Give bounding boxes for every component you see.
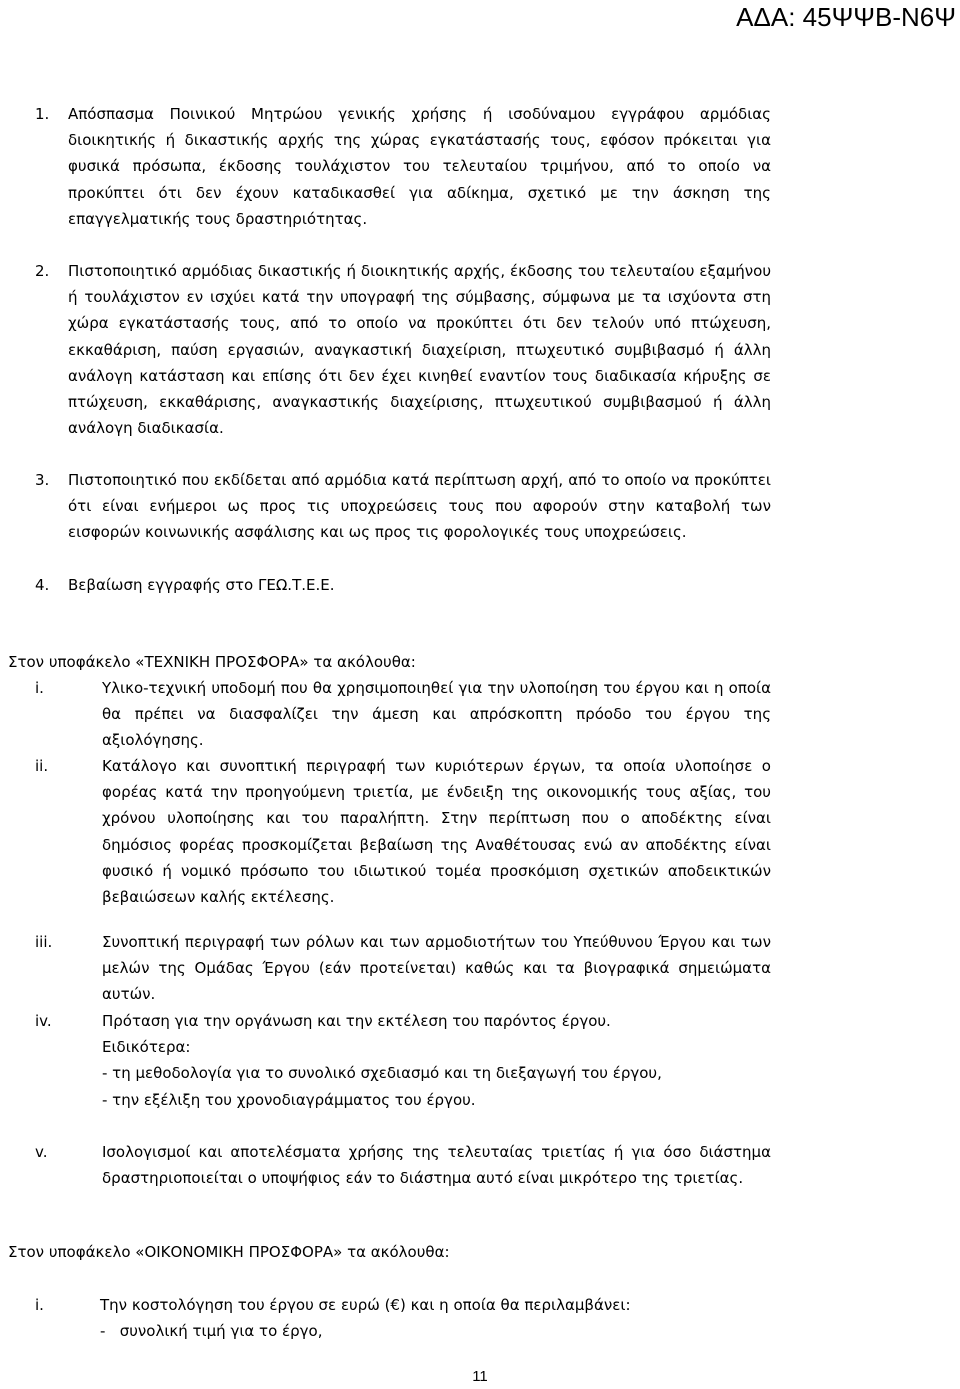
item-text: Την κοστολόγηση του έργου σε ευρώ (€) και η οποία θα περιλαμβάνει: <box>100 1296 631 1314</box>
item-sub-point: - συνολική τιμή για το έργο, <box>100 1322 323 1341</box>
item-text: Πρόταση για την οργάνωση και την εκτέλεση του παρόντος έργου. <box>102 1012 611 1030</box>
item-marker: v. <box>35 1143 48 1161</box>
item-marker: iii. <box>35 933 53 951</box>
item-text: Υλικο-τεχνική υποδομή που θα χρησιμοποιηθεί για την υλοποίηση του έργου και η οποία θα πρέπει να διασφαλίζει την άμεση και απρόσκοπτη πρόοδο του έργου της αξιολόγησης. <box>102 679 771 750</box>
page-number: 11 <box>472 1368 488 1385</box>
item-text: Πιστοποιητικό αρμόδιας δικαστικής ή διοικητικής αρχής, έκδοσης του τελευταίου εξαμήνου ή τουλάχιστον εν ισχύει κατά την υπογραφή της σύμβασης, σύμφωνα με τα ισχύοντα στη χώρα εγκατάστασής τους, από το οποίο να προκύπτει ότι δεν τελούν υπό πτώχευση, εκκαθάριση, παύση εργασιών, αναγκαστική διαχείριση, πτωχευτικό συμβιβασμό ή άλλη ανάλογη κατάσταση και επίσης ότι δεν έχει κινηθεί εναντίον τους διαδικασία κήρυξης σε πτώχευση, εκκαθάρισης, αναγκαστικής διαχείρισης, πτωχευτικού συμβιβασμού ή άλλη ανάλογη διαδικασία. <box>68 262 771 438</box>
item-sub-point: - την εξέλιξη του χρονοδιαγράμματος του έργου. <box>102 1090 476 1109</box>
item-sub-heading: Ειδικότερα: <box>102 1038 191 1057</box>
item-text: Απόσπασμα Ποινικού Μητρώου γενικής χρήσης ή ισοδύναμου εγγράφου αρμόδιας διοικητικής ή δικαστικής αρχής της χώρας εγκατάστασής τους, εφόσον πρόκειται για φυσικά πρόσωπα, έκδοσης τουλάχιστον του τελευταίου τριμήνου, από το οποίο να προκύπτει ότι δεν έχουν καταδικασθεί για αδίκημα, σχετικό με την άσκηση της επαγγελματικής τους δραστηριότητας. <box>68 105 771 228</box>
item-marker: 1. <box>35 105 50 123</box>
financial-offer-heading: Στον υποφάκελο «ΟΙΚΟΝΟΜΙΚΗ ΠΡΟΣΦΟΡΑ» τα ακόλουθα: <box>8 1243 450 1261</box>
item-body <box>102 1008 771 1113</box>
item-marker: i. <box>35 1296 44 1314</box>
item-marker: iv. <box>35 1012 52 1030</box>
technical-item-iv <box>35 1008 771 1113</box>
item-text: Συνοπτική περιγραφή των ρόλων και των αρμοδιοτήτων του Υπεύθυνου Έργου και των μελών της Ομάδας Έργου (εάν προτείνεται) καθώς και τα βιογραφικά σημειώματα αυτών. <box>102 933 771 1004</box>
item-marker: 3. <box>35 471 50 489</box>
item-text: Βεβαίωση εγγραφής στο ΓΕΩ.Τ.Ε.Ε. <box>68 576 335 594</box>
item-sub-point: - τη μεθοδολογία για το συνολικό σχεδιασμό και τη διεξαγωγή του έργου, <box>102 1064 662 1083</box>
numbered-item-4 <box>35 572 771 598</box>
technical-item-ii <box>35 753 771 910</box>
numbered-item-2 <box>35 258 771 441</box>
technical-item-i <box>35 675 771 754</box>
item-marker: ii. <box>35 757 49 775</box>
numbered-item-1 <box>35 101 771 232</box>
item-text: Κατάλογο και συνοπτική περιγραφή των κυριότερων έργων, τα οποία υλοποίησε ο φορέας κατά την προηγούμενη τριετία, με ένδειξη της οικονομικής τους αξίας, του χρόνου υλοποίησης και του παραλήπτη. Στην περίπτωση που ο αποδέκτης είναι δημόσιος φορέας προσκομίζεται βεβαίωση της Αναθέτουσας ενώ αν αποδέκτης είναι φυσικό ή νομικό πρόσωπο του ιδιωτικού τομέα προσκόμιση σχετικών αποδεικτικών βεβαιώσεων καλής εκτέλεσης. <box>102 757 771 907</box>
ada-code: ΑΔΑ: 45ΨΨΒ-Ν6Ψ <box>736 2 956 32</box>
technical-item-v <box>35 1139 771 1191</box>
technical-item-iii <box>35 929 771 1008</box>
item-body <box>100 1292 771 1344</box>
item-text: Ισολογισμοί και αποτελέσματα χρήσης της τελευταίας τριετίας ή για όσο διάστημα δραστηριοποιείται ο υποψήφιος εάν το διάστημα αυτό είναι μικρότερο της τριετίας. <box>102 1143 771 1188</box>
item-marker: i. <box>35 679 44 697</box>
financial-item-i <box>35 1292 771 1344</box>
technical-offer-heading: Στον υποφάκελο «ΤΕΧΝΙΚΗ ΠΡΟΣΦΟΡΑ» τα ακόλουθα: <box>8 653 416 671</box>
item-text: Πιστοποιητικό που εκδίδεται από αρμόδια κατά περίπτωση αρχή, από το οποίο να προκύπτει ότι είναι ενήμεροι ως προς τις υποχρεώσεις τους που αφορούν στην καταβολή των εισφορών κοινωνικής ασφάλισης και ως προς τις φορολογικές τους υποχρεώσεις. <box>68 471 771 542</box>
item-marker: 2. <box>35 262 50 280</box>
item-marker: 4. <box>35 576 50 594</box>
numbered-item-3 <box>35 467 771 546</box>
